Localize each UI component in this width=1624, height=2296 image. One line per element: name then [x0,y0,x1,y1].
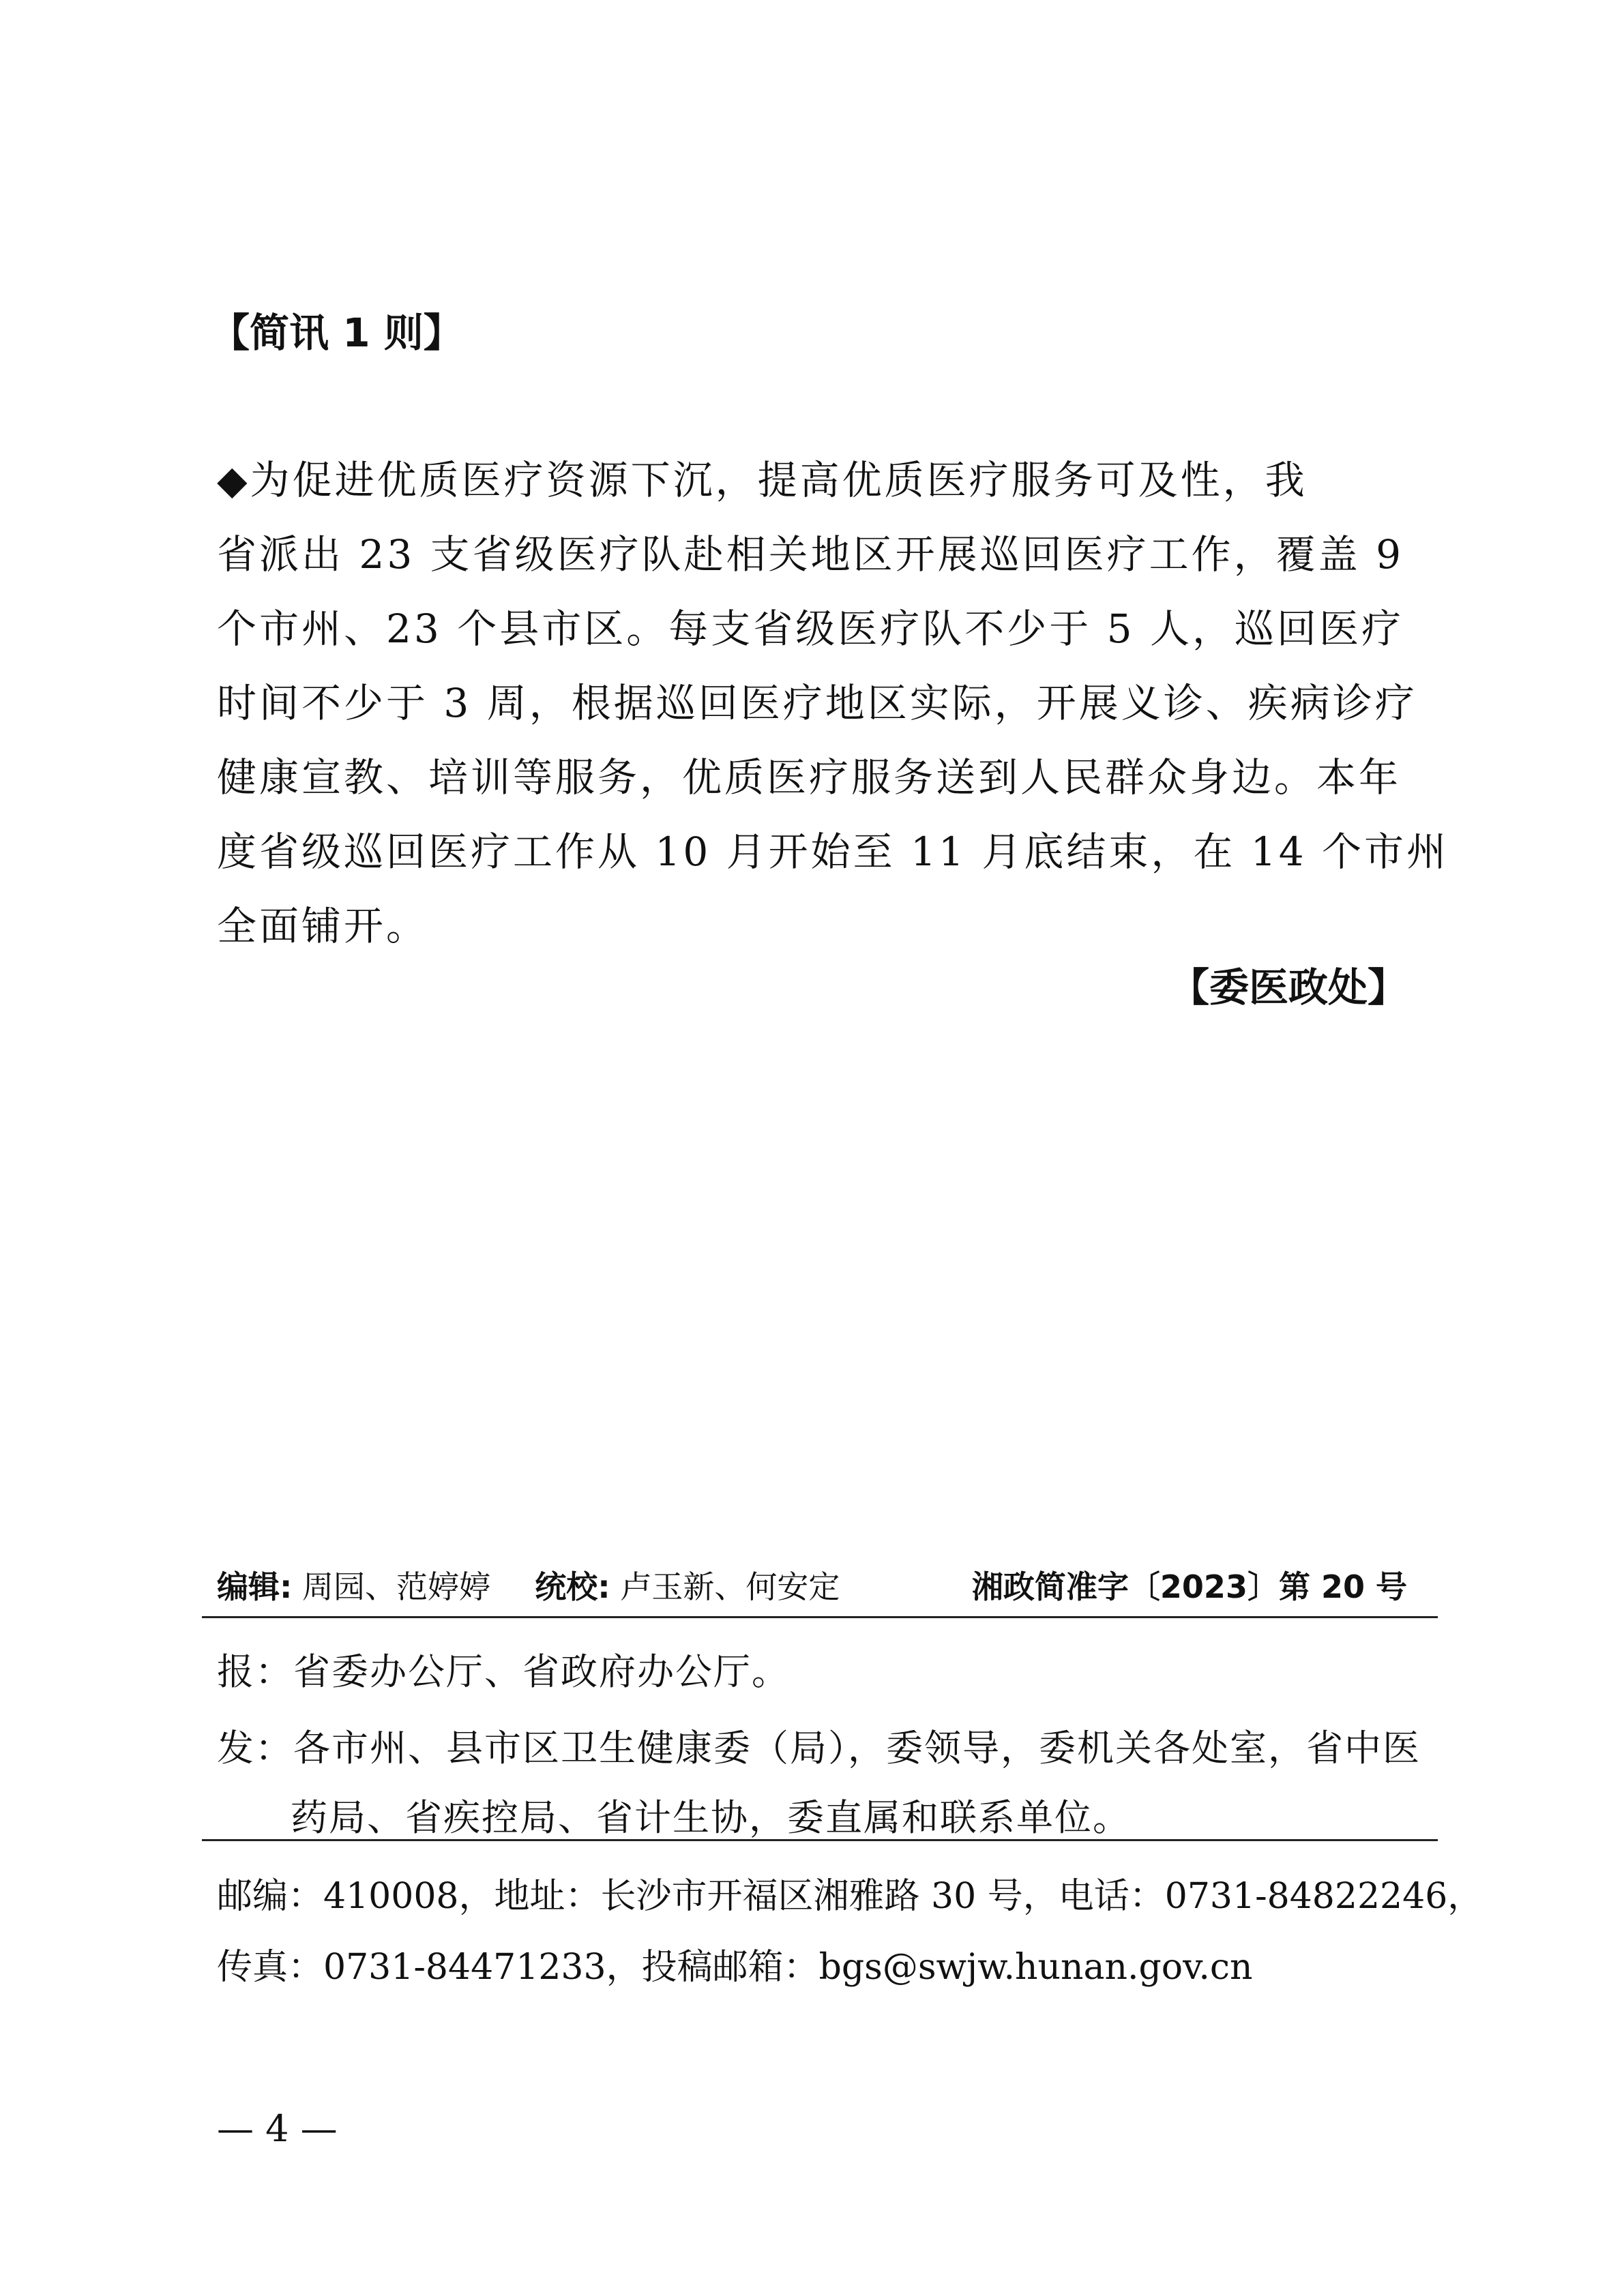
page-number: — 4 — [217,2107,338,2150]
divider-top [202,1616,1438,1618]
news-line: 度省级巡回医疗工作从 10 月开始至 11 月底结束，在 14 个市州 [217,829,1449,875]
send-to-line-2: 药局、省疾控局、省计生协，委直属和联系单位。 [291,1796,1131,1839]
section-title: 【简讯 1 则】 [210,310,463,356]
proof-names: 卢玉新、何安定 [620,1568,840,1605]
contact-line-1: 邮编：410008，地址：长沙市开福区湘雅路 30 号，电话：0731-84822246， [217,1876,1483,1917]
document-number: 湘政简准字〔2023〕第 20 号 [971,1568,1407,1605]
news-line: 个市州、23 个县市区。每支省级医疗队不少于 5 人，巡回医疗 [217,606,1404,652]
news-line: ◆为促进优质医疗资源下沉，提高优质医疗服务可及性，我 [217,457,1308,503]
news-line: 省派出 23 支省级医疗队赴相关地区开展巡回医疗工作，覆盖 9 [217,531,1404,578]
news-line: 时间不少于 3 周，根据巡回医疗地区实际，开展义诊、疾病诊疗 [217,680,1417,726]
news-line: 健康宣教、培训等服务，优质医疗服务送到人民群众身边。本年 [217,754,1402,801]
divider-bottom [202,1839,1438,1841]
proof-label: 统校: [535,1568,610,1605]
report-to: 报：省委办公厅、省政府办公厅。 [217,1650,790,1693]
news-line: 全面铺开。 [217,903,429,949]
editor-label: 编辑: [217,1568,293,1605]
news-source: 【委医政处】 [1169,964,1407,1011]
news-body [217,443,1449,964]
send-to-line-1: 发：各市州、县市区卫生健康委（局），委领导，委机关各处室，省中医 [217,1727,1421,1770]
editor-names: 周园、范婷婷 [302,1568,491,1605]
contact-line-2: 传真：0731-84471233，投稿邮箱：bgs@swjw.hunan.gov.cn [217,1947,1253,1988]
credits-line [217,1563,1407,1611]
